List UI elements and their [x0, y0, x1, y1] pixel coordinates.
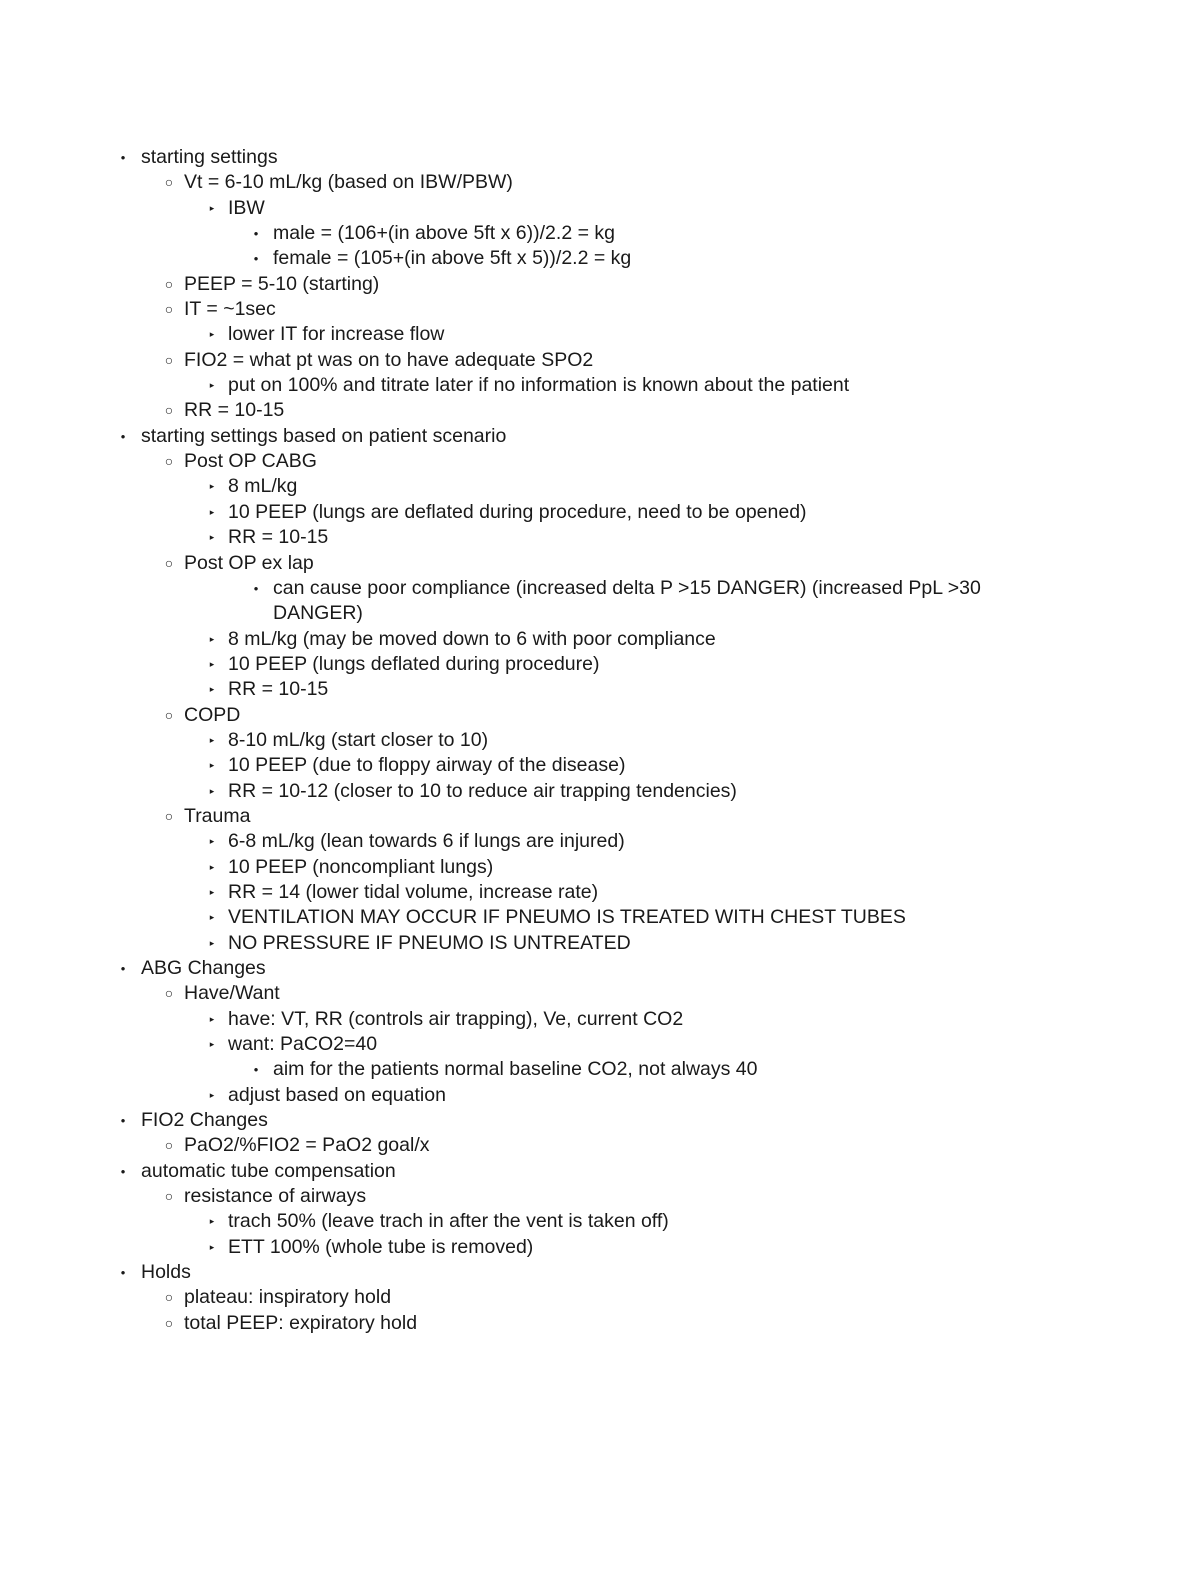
dot-bullet-icon: •	[120, 150, 126, 165]
outline-item-text: 10 PEEP (lungs deflated during procedure)	[228, 652, 600, 675]
outline-item-level-3	[0, 855, 1200, 880]
outline-item-text: Post OP CABG	[184, 450, 317, 473]
outline-item-text: plateau: inspiratory hold	[184, 1286, 392, 1309]
dot-bullet-icon: •	[120, 1265, 126, 1281]
outline-item-text: Vt = 6-10 mL/kg (based on IBW/PBW)	[184, 171, 513, 194]
outline-item-text: RR = 10-15	[228, 526, 329, 549]
triangle-bullet-icon: ▸	[209, 1013, 215, 1024]
hollow-circle-bullet-icon: ○	[164, 174, 174, 191]
dot-bullet-icon: •	[120, 428, 126, 444]
outline-item-level-4	[0, 1057, 1200, 1082]
triangle-bullet-icon: ▸	[209, 1241, 215, 1252]
triangle-bullet-icon: ▸	[209, 1039, 215, 1050]
outline-item-level-1	[0, 1108, 1200, 1133]
outline-item-text: RR = 10-15	[228, 678, 329, 701]
hollow-circle-bullet-icon: ○	[164, 985, 174, 1002]
outline-item-text: automatic tube compensation	[141, 1159, 396, 1182]
outline-item-level-3	[0, 652, 1200, 677]
outline-item-level-2	[0, 398, 1200, 423]
dot-bullet-icon: •	[253, 226, 259, 242]
outline-item-level-2	[0, 1133, 1200, 1158]
dot-bullet-icon: •	[253, 580, 259, 596]
outline-item-level-3	[0, 829, 1200, 854]
dot-bullet-icon: •	[253, 1062, 259, 1078]
outline-item-level-3	[0, 1083, 1200, 1108]
outline-item-level-3	[0, 905, 1200, 930]
outline-item-text: starting settings based on patient scenario	[141, 424, 507, 447]
triangle-bullet-icon: ▸	[209, 836, 215, 847]
triangle-bullet-icon: ▸	[209, 506, 215, 517]
outline-item-text: ABG Changes	[141, 957, 266, 979]
hollow-circle-bullet-icon: ○	[164, 453, 174, 470]
outline-item-text: PEEP = 5-10 (starting)	[184, 272, 380, 295]
outline-item-text: 8-10 mL/kg (start closer to 10)	[228, 728, 489, 751]
dot-bullet-icon: •	[120, 961, 126, 976]
triangle-bullet-icon: ▸	[209, 734, 215, 745]
triangle-bullet-icon: ▸	[209, 633, 215, 644]
outline-item-text: can cause poor compliance (increased delta P >15 DANGER) (increased PpL >30 DANGER)	[273, 576, 981, 625]
triangle-bullet-icon: ▸	[209, 886, 215, 897]
triangle-bullet-icon: ▸	[209, 380, 215, 391]
outline-item-text: trach 50% (leave trach in after the vent is taken off)	[228, 1210, 669, 1233]
hollow-circle-bullet-icon: ○	[164, 554, 174, 571]
outline-item-level-2	[0, 449, 1200, 474]
triangle-bullet-icon: ▸	[209, 785, 215, 796]
outline-item-level-2	[0, 1311, 1200, 1336]
outline-item-text: FIO2 Changes	[141, 1109, 268, 1132]
outline-item-text: total PEEP: expiratory hold	[184, 1311, 418, 1334]
outline-item-level-2	[0, 551, 1200, 576]
outline-item-level-3	[0, 931, 1200, 956]
dot-bullet-icon: •	[120, 1113, 126, 1129]
outline-item-text: 6-8 mL/kg (lean towards 6 if lungs are injured)	[228, 830, 625, 853]
outline-item-text: FIO2 = what pt was on to have adequate SPO2	[184, 348, 594, 371]
outline-item-text: want: PaCO2=40	[228, 1033, 378, 1056]
outline-item-level-3	[0, 1209, 1200, 1234]
triangle-bullet-icon: ▸	[209, 658, 215, 669]
notes-outline	[0, 145, 1200, 1336]
outline-item-level-1	[0, 956, 1200, 981]
outline-item-text: Holds	[141, 1261, 191, 1284]
outline-item-level-3	[0, 322, 1200, 347]
outline-item-level-2	[0, 297, 1200, 322]
triangle-bullet-icon: ▸	[209, 329, 215, 340]
outline-item-text: male = (106+(in above 5ft x 6))/2.2 = kg	[273, 222, 615, 245]
dot-bullet-icon: •	[253, 251, 259, 267]
outline-item-text: IT = ~1sec	[184, 298, 276, 321]
dot-bullet-icon: •	[120, 1163, 126, 1179]
hollow-circle-bullet-icon: ○	[164, 1137, 174, 1154]
outline-item-text: 10 PEEP (due to floppy airway of the disease)	[228, 754, 626, 777]
outline-item-level-3	[0, 373, 1200, 398]
outline-item-level-2	[0, 1184, 1200, 1209]
triangle-bullet-icon: ▸	[209, 861, 215, 872]
triangle-bullet-icon: ▸	[209, 760, 215, 771]
hollow-circle-bullet-icon: ○	[164, 402, 174, 419]
outline-item-level-2	[0, 1285, 1200, 1310]
outline-item-text: Have/Want	[184, 982, 280, 1005]
outline-item-text: RR = 10-15	[184, 399, 285, 422]
hollow-circle-bullet-icon: ○	[164, 1289, 174, 1306]
hollow-circle-bullet-icon: ○	[164, 807, 174, 824]
outline-item-text: PaO2/%FIO2 = PaO2 goal/x	[184, 1134, 430, 1157]
outline-item-level-3	[0, 474, 1200, 499]
triangle-bullet-icon: ▸	[209, 1089, 215, 1100]
outline-item-text: VENTILATION MAY OCCUR IF PNEUMO IS TREATED WITH CHEST TUBES	[228, 906, 906, 929]
outline-item-level-1	[0, 1159, 1200, 1184]
outline-item-text: Trauma	[184, 804, 251, 827]
hollow-circle-bullet-icon: ○	[164, 1314, 174, 1331]
outline-item-text: RR = 14 (lower tidal volume, increase rate)	[228, 880, 599, 903]
outline-item-text: 10 PEEP (noncompliant lungs)	[228, 855, 494, 878]
outline-item-level-3	[0, 779, 1200, 804]
outline-item-text: adjust based on equation	[228, 1083, 446, 1106]
outline-item-text: IBW	[228, 196, 265, 219]
triangle-bullet-icon: ▸	[209, 481, 215, 492]
triangle-bullet-icon: ▸	[209, 684, 215, 695]
outline-item-text: NO PRESSURE IF PNEUMO IS UNTREATED	[228, 931, 631, 954]
outline-item-level-3	[0, 627, 1200, 652]
outline-item-text: COPD	[184, 703, 241, 726]
outline-item-level-3	[0, 500, 1200, 525]
hollow-circle-bullet-icon: ○	[164, 351, 174, 368]
triangle-bullet-icon: ▸	[209, 937, 215, 948]
outline-item-text: have: VT, RR (controls air trapping), Ve, current CO2	[228, 1007, 684, 1030]
outline-item-level-2	[0, 170, 1200, 195]
outline-item-level-3	[0, 1032, 1200, 1057]
outline-item-level-3	[0, 753, 1200, 778]
outline-item-level-4	[0, 246, 1200, 271]
outline-item-level-3	[0, 525, 1200, 550]
outline-item-text: Post OP ex lap	[184, 551, 314, 574]
hollow-circle-bullet-icon: ○	[164, 301, 174, 318]
outline-item-level-3	[0, 1235, 1200, 1260]
outline-item-text: 8 mL/kg (may be moved down to 6 with poor compliance	[228, 627, 716, 650]
outline-item-text: starting settings	[141, 146, 278, 168]
triangle-bullet-icon: ▸	[209, 1216, 215, 1227]
outline-item-level-1	[0, 424, 1200, 449]
outline-item-level-1	[0, 145, 1200, 170]
hollow-circle-bullet-icon: ○	[164, 275, 174, 292]
outline-item-level-2	[0, 981, 1200, 1006]
outline-item-level-2	[0, 348, 1200, 373]
outline-item-text: aim for the patients normal baseline CO2, not always 40	[273, 1058, 758, 1081]
outline-item-text: 8 mL/kg	[228, 475, 298, 498]
outline-item-text: 10 PEEP (lungs are deflated during procedure, need to be opened)	[228, 500, 807, 523]
outline-item-level-4	[0, 221, 1200, 246]
outline-item-level-3	[0, 880, 1200, 905]
outline-item-text: ETT 100% (whole tube is removed)	[228, 1235, 534, 1258]
outline-item-text: female = (105+(in above 5ft x 5))/2.2 = kg	[273, 247, 632, 270]
outline-item-text: put on 100% and titrate later if no information is known about the patient	[228, 374, 850, 397]
outline-item-level-3	[0, 728, 1200, 753]
outline-item-level-2	[0, 703, 1200, 728]
outline-item-text: resistance of airways	[184, 1185, 367, 1208]
outline-item-text: RR = 10-12 (closer to 10 to reduce air trapping tendencies)	[228, 779, 737, 802]
hollow-circle-bullet-icon: ○	[164, 1188, 174, 1205]
outline-item-level-1	[0, 1260, 1200, 1285]
outline-item-level-4	[0, 576, 1200, 627]
triangle-bullet-icon: ▸	[209, 532, 215, 543]
outline-item-text: lower IT for increase flow	[228, 323, 445, 346]
outline-item-level-3	[0, 677, 1200, 702]
outline-item-level-2	[0, 272, 1200, 297]
triangle-bullet-icon: ▸	[209, 912, 215, 923]
hollow-circle-bullet-icon: ○	[164, 706, 174, 723]
outline-item-level-3	[0, 196, 1200, 221]
outline-item-level-3	[0, 1007, 1200, 1032]
outline-item-level-2	[0, 804, 1200, 829]
triangle-bullet-icon: ▸	[209, 202, 215, 213]
